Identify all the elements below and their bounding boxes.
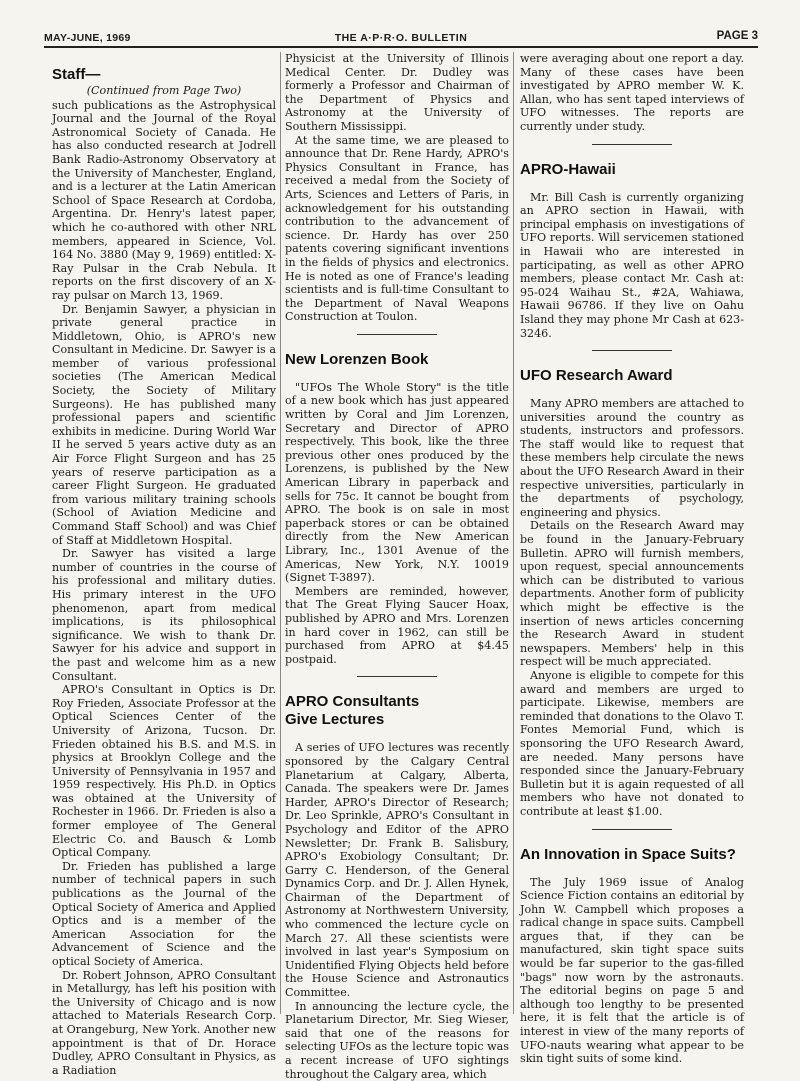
staff-paragraph: Dr. Frieden has published a large number of technical papers in such publications as the Journal of the Optical Society of America and Applied Optics and is a member of the American Association for the Advancement of Science and the optical Society of America.: [52, 859, 276, 968]
staff-paragraph: APRO's Consultant in Optics is Dr. Roy Frieden, Associate Professor at the Optical Sciences Center of the University of Arizona, Tucson. Dr. Frieden obtained his B.S. and M.S. in physics at Brooklyn College and the University of Pennsylvania in 1957 and 1959 respectively. His Ph.D. in Optics was obtained at the University of Rochester in 1966. Dr. Frieden is also a former employee of The General Electric Co. and Bausch & Lomb Optical Company.: [52, 683, 276, 860]
page-number: PAGE 3: [716, 30, 758, 42]
suits-paragraph: The July 1969 issue of Analog Science Fiction contains an editorial by John W. Campbell which proposes a radical change in space suits. Campbell argues that, if they can be manufactured, skin tight space suits would be far superior to the gas-filled "bags" now worn by the astronauts. The editorial begins on page 5 and although too lengthy to be presented here, it is felt that the article is of interest in view of the many reports of UFO-nauts wearing what appear to be skin tight suits of some kind.: [520, 875, 744, 1066]
section-separator: [592, 144, 672, 145]
publication-title: THE A·P·R·O. BULLETIN: [334, 32, 468, 44]
hawaii-section-header: [520, 161, 744, 179]
book-paragraph: Members are reminded, however, that The Great Flying Saucer Hoax, published by APRO and Mrs. Lorenzen in hard cover in 1962, can still be purchased from APRO at $4.45 postpaid.: [285, 584, 509, 666]
staff-paragraph: Dr. Sawyer has visited a large number of countries in the course of his professional and military duties. His primary interest in the UFO phenomenon, apart from medical implications, is its philosophical significance. We wish to thank Dr. Sawyer for his advice and support in the past and welcome him as a new Consultant.: [52, 547, 276, 683]
suits-heading: An Innovation in Space Suits?: [520, 845, 736, 863]
award-paragraph: Anyone is eligible to compete for this award and members are urged to participate. Likewise, members are reminded that donations to the Olavo T. Fontes Memorial Fund, which is sponsoring the UFO Research Award, are needed. Many persons have responded since the January-February Bulletin but it is again requested of all members who have not donated to contribute at least $1.00.: [520, 668, 744, 818]
issue-date: MAY-JUNE, 1969: [44, 32, 131, 44]
header-rule: [44, 46, 758, 48]
section-separator: [357, 676, 437, 677]
section-separator: [357, 334, 437, 335]
staff-continuation-paragraph: At the same time, we are pleased to announce that Dr. Rene Hardy, APRO's Physics Consultant in France, has received a medal from the Society of Arts, Sciences and Letters of Paris, in acknowledgement for his outstanding contribution to the advancement of science. Dr. Hardy has over 250 patents covering significant inventions in the fields of physics and electronics. He is noted as one of France's leading scientists and is full-time Consultant to the Department of Naval Weapons Construction at Toulon.: [285, 133, 509, 324]
column-3: [520, 52, 744, 1066]
lectures-heading-line-2: Give Lectures: [285, 711, 385, 729]
book-heading: New Lorenzen Book: [285, 350, 429, 368]
staff-paragraph: such publications as the Astrophysical Journal and the Journal of the Royal Astronomical Society of Canada. He has also conducted research at Jodrell Bank Radio-Astronomy Observatory at the University of Manchester, England, and is a lecturer at the Latin American School of Space Research at Cordoba, Argentina. Dr. Henry's latest paper, which he co-authored with other NRL members, appeared in Science, Vol. 164 No. 3880 (May 9, 1969) entitled: X-Ray Pulsar in the Crab Nebula. It reports on the first discovery of an X-ray pulsar on March 13, 1969.: [52, 98, 276, 302]
suits-section-header: [520, 846, 744, 864]
staff-continuation-paragraph: Physicist at the University of Illinois Medical Center. Dr. Dudley was formerly a Professor and Chairman of the Department of Physics and Astronomy at the University of Southern Mississippi.: [285, 52, 509, 133]
award-paragraph: Details on the Research Award may be found in the January-February Bulletin. APRO will furnish members, upon request, special announcements which can be distributed to various departments. Another form of publicity which might be effective is the insertion of news articles concerning the Research Award in student newspapers. Members' help in this respect will be much appreciated.: [520, 519, 744, 669]
staff-paragraph: Dr. Benjamin Sawyer, a physician in private general practice in Middletown, Ohio, is APRO's new Consultant in Medicine. Dr. Sawyer is a member of various professional societies (The American Medical Society, the Society of Military Surgeons). He has published many professional papers and scientific exhibits in medicine. During World War II he served 5 years active duty as an Air Force Flight Surgeon and has 25 years of reserve participation as a career Flight Surgeon. He graduated from various military training schools (School of Aviation Medicine and Command Staff School) and was Chief of Staff at Middletown Hospital.: [52, 302, 276, 547]
hawaii-heading: APRO-Hawaii: [520, 160, 616, 178]
lectures-section-header: [285, 693, 509, 729]
column-divider-1: [280, 52, 281, 1014]
continued-note: (Continued from Page Two): [86, 84, 242, 97]
section-separator: [592, 350, 672, 351]
staff-paragraph: Dr. Robert Johnson, APRO Consultant in Metallurgy, has left his position with the University of Chicago and is now attached to Materials Research Corp. at Orangeburg, New York. Another new appointment is that of Dr. Horace Dudley, APRO Consultant in Physics, as a Radiation: [52, 968, 276, 1077]
column-2: [285, 52, 509, 1081]
hawaii-paragraph: Mr. Bill Cash is currently organizing an APRO section in Hawaii, with principal emphasis on investigations of UFO reports. Will servicemen stationed in Hawaii who are interested in participating, as well as other APRO members, please contact Mr. Cash at: 95-024 Waihau St., #2A, Wahiawa, Hawaii 96786. If they live on Oahu Island they may phone Mr Cash at 623-3246.: [520, 190, 744, 340]
award-paragraph: Many APRO members are attached to universities around the country as students, instructors and professors. The staff would like to request that these members help circulate the news about the UFO Research Award in their respective universities, particularly in the departments of psychology, engineering and physics.: [520, 397, 744, 519]
staff-section: [52, 66, 276, 1077]
lectures-paragraph: A series of UFO lectures was recently sponsored by the Calgary Central Planetarium at Calgary, Alberta, Canada. The speakers were Dr. James Harder, APRO's Director of Research; Dr. Leo Sprinkle, APRO's Consultant in Psychology and Editor of the APRO Newsletter; Dr. Frank B. Salisbury, APRO's Exobiology Consultant; Dr. Garry C. Henderson, of the General Dynamics Corp. and Dr. J. Allen Hynek, Chairman of the Department of Astronomy at Northwestern University, who commenced the lecture cycle on March 27. All these scientists were involved in last year's Symposium on Unidentified Flying Objects held before the House Science and Astronautics Committee.: [285, 741, 509, 1000]
lectures-paragraph: In announcing the lecture cycle, the Planetarium Director, Mr. Sieg Wieser, said that one of the reasons for selecting UFOs as the lecture topic was a recent increase of UFO sightings throughout the Calgary area, which: [285, 999, 509, 1081]
book-paragraph: "UFOs The Whole Story" is the title of a new book which has just appeared written by Coral and Jim Lorenzen, Secretary and Director of APRO respectively. This book, like the three previous other ones produced by the Lorenzens, is published by the New American Library in paperback and sells for 75c. It cannot be bought from APRO. The book is on sale in most paperback stores or can be obtained directly from the New American Library, Inc., 1301 Avenue of the Americas, New York, N.Y. 10019 (Signet T-3897).: [285, 380, 509, 585]
award-heading: UFO Research Award: [520, 367, 673, 385]
award-section-header: [520, 367, 744, 385]
book-section-header: [285, 351, 509, 369]
lectures-heading-line-1: APRO Consultants: [285, 693, 420, 711]
column-divider-2: [513, 52, 514, 1014]
section-separator: [592, 829, 672, 830]
column-1: [52, 52, 276, 1077]
lectures-continuation-paragraph: were averaging about one report a day. Many of these cases have been investigated by APRO member W. K. Allan, who has sent taped interviews of UFO witnesses. The reports are currently under study.: [520, 52, 744, 133]
staff-heading: Staff—: [52, 66, 101, 83]
